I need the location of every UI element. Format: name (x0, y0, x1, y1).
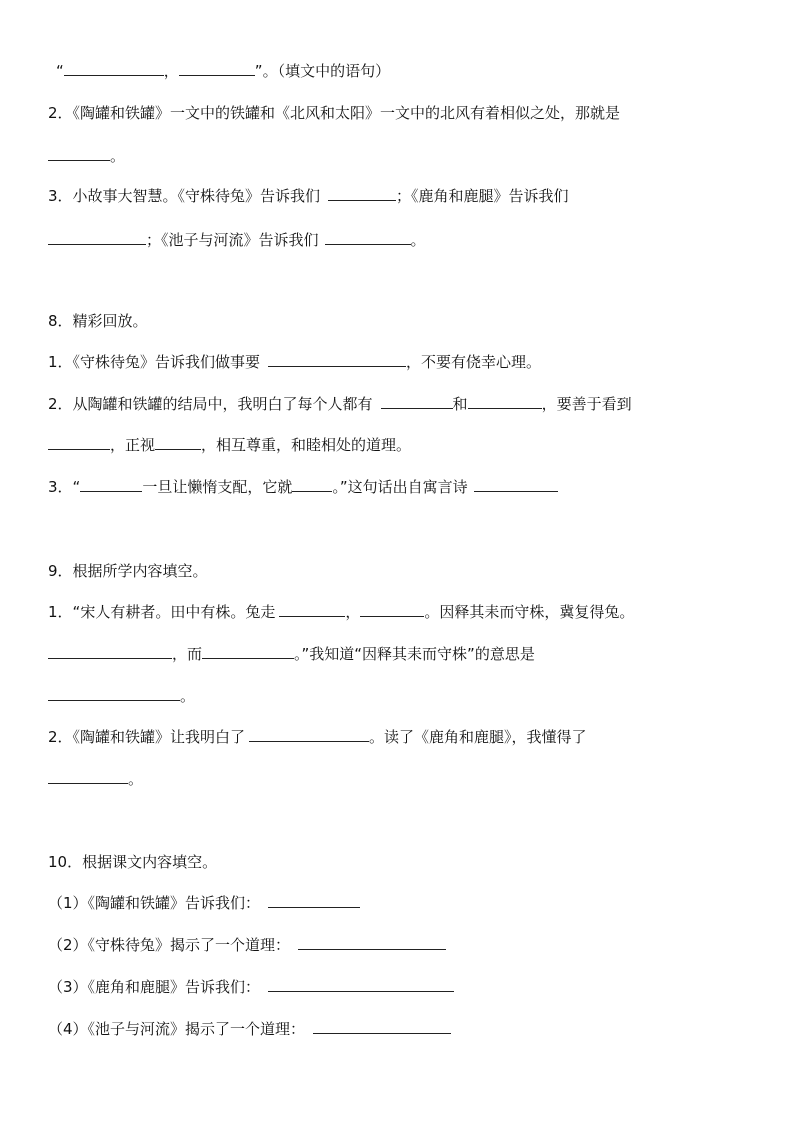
answer-blank[interactable] (468, 394, 542, 409)
q7-item2-answer (48, 146, 125, 166)
item-text: 3．“ (48, 478, 81, 496)
q8-item2 (48, 394, 632, 414)
q8-item2-cont (48, 435, 411, 455)
answer-blank[interactable] (80, 477, 142, 492)
answer-blank[interactable] (48, 769, 128, 784)
answer-blank[interactable] (474, 477, 558, 492)
item-text: 。因释其耒而守株，冀复得兔。 (424, 603, 635, 621)
item-text: 1．《守株待兔》告诉我们做事要 (48, 353, 261, 371)
answer-blank[interactable] (313, 1019, 451, 1034)
item-text: 2．《陶罐和铁罐》让我明白了 (48, 728, 246, 746)
q8-item1 (48, 352, 541, 372)
answer-blank[interactable] (360, 602, 424, 617)
item-text: 一旦让懒惰支配，它就 (142, 478, 293, 496)
answer-blank[interactable] (268, 352, 406, 367)
item-text: 。读了《鹿角和鹿腿》，我懂得了 (369, 728, 587, 746)
question-title: 9．根据所学内容填空。 (48, 562, 208, 580)
question-title: 10．根据课文内容填空。 (48, 853, 218, 871)
answer-blank[interactable] (381, 394, 453, 409)
q8-title (48, 311, 148, 331)
item-text: ，而 (172, 645, 203, 663)
q7-line1 (56, 61, 390, 81)
item-text: 3．小故事大智慧。《守株待兔》告诉我们 (48, 187, 321, 205)
answer-blank[interactable] (279, 602, 345, 617)
item-text: ，相互尊重，和睦相处的道理。 (201, 436, 412, 454)
item-text: 2．《陶罐和铁罐》一文中的铁罐和《北风和太阳》一文中的北风有着相似之处，那就是 (48, 104, 621, 122)
q10-item-2 (48, 935, 446, 955)
item-text: ， (345, 603, 361, 621)
q7-item3-cont (48, 230, 426, 250)
answer-blank[interactable] (48, 435, 110, 450)
answer-blank[interactable] (48, 146, 110, 161)
answer-blank[interactable] (202, 644, 294, 659)
item-text: 1．“宋人有耕者。田中有株。兔走 (48, 603, 276, 621)
answer-blank[interactable] (155, 435, 201, 450)
item-text: ，不要有侥幸心理。 (406, 353, 542, 371)
question-title: 8．精彩回放。 (48, 312, 148, 330)
q7-item2 (48, 103, 620, 123)
q10-title (48, 852, 217, 872)
q8-item3 (48, 477, 558, 497)
item-text: 2．从陶罐和铁罐的结局中，我明白了每个人都有 (48, 395, 373, 413)
answer-blank[interactable] (179, 61, 255, 76)
answer-blank[interactable] (268, 977, 454, 992)
q9-item2 (48, 727, 587, 747)
q10-item-1 (48, 893, 360, 913)
item-text: ，正视 (110, 436, 156, 454)
item-text: 。”我知道“因释其耒而守株”的意思是 (294, 645, 535, 663)
answer-blank[interactable] (325, 230, 411, 245)
item-text: （1）《陶罐和铁罐》告诉我们： (48, 894, 261, 912)
answer-blank[interactable] (48, 230, 146, 245)
comma: ， (163, 62, 179, 80)
period: 。 (180, 687, 196, 705)
answer-blank[interactable] (268, 893, 360, 908)
answer-blank[interactable] (328, 186, 396, 201)
q10-item-3 (48, 977, 454, 997)
item-text: 。”这句话出自寓言诗 (332, 478, 468, 496)
answer-blank[interactable] (292, 477, 332, 492)
answer-blank[interactable] (48, 686, 180, 701)
q7-item3 (48, 186, 569, 206)
answer-blank[interactable] (48, 644, 172, 659)
item-text: （3）《鹿角和鹿腿》告诉我们： (48, 978, 261, 996)
period: 。 (410, 231, 426, 249)
q9-title (48, 561, 208, 581)
q9-item1-answer (48, 686, 195, 706)
item-text: ；《池子与河流》告诉我们 (146, 231, 319, 249)
quote-open: “ (56, 62, 64, 80)
item-text: （4）《池子与河流》揭示了一个道理： (48, 1020, 306, 1038)
period: 。 (110, 147, 126, 165)
item-text: ；《鹿角和鹿腿》告诉我们 (396, 187, 569, 205)
answer-blank[interactable] (64, 61, 164, 76)
q10-item-4 (48, 1019, 451, 1039)
answer-blank[interactable] (249, 727, 369, 742)
item-text: 和 (452, 395, 468, 413)
q9-item1-cont (48, 644, 535, 664)
q9-item2-answer (48, 769, 143, 789)
item-text: （2）《守株待兔》揭示了一个道理： (48, 936, 291, 954)
period: 。 (128, 770, 144, 788)
answer-blank[interactable] (298, 935, 446, 950)
q9-item1 (48, 602, 634, 622)
item-text: ，要善于看到 (541, 395, 632, 413)
instruction-text: ”。（填文中的语句） (254, 62, 391, 80)
